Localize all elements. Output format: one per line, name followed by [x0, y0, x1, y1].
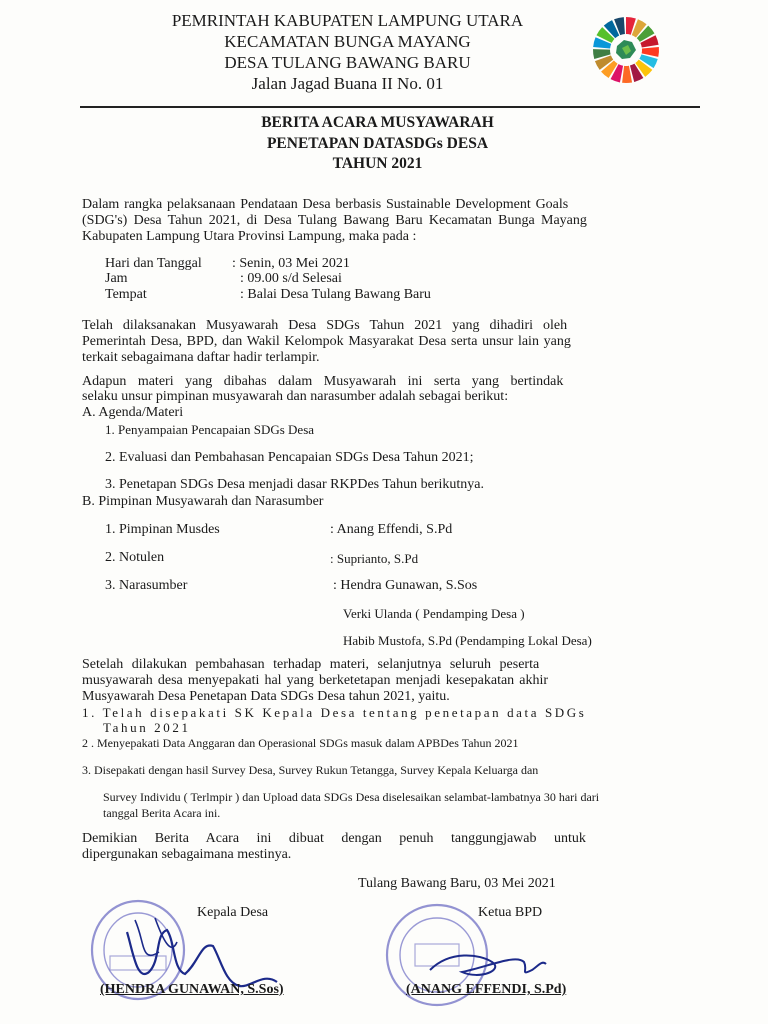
closing-line-1: Demikian Berita Acara ini dibuat dengan penuh tanggungjawab untuk — [82, 831, 586, 846]
para4-line-2: musyawarah desa menyepakati hal yang berketetapan menjadi kesepakatan akhir — [82, 673, 549, 688]
kop-line-1: PEMRINTAH KABUPATEN LAMPUNG UTARA — [171, 11, 524, 30]
agenda-item: 3. Penetapan SDGs Desa menjadi dasar RKPDes Tahun berikutnya. — [105, 477, 485, 492]
place-label: Tempat — [105, 287, 147, 302]
agenda-item: 1. Penyampaian Pencapaian SDGs Desa — [105, 422, 315, 437]
para2-line-1: Telah dilaksanakan Musyawarah Desa SDGs Tahun 2021 yang dihadiri oleh — [82, 318, 568, 333]
pimpinan-value: : Anang Effendi, S.Pd — [330, 522, 453, 537]
sign-left-name: (HENDRA GUNAWAN, S.Sos) — [100, 982, 284, 997]
sign-right-role: Ketua BPD — [478, 905, 543, 920]
intro-line-3: Kabupaten Lampung Utara Provinsi Lampung, maka pada : — [82, 229, 417, 244]
para2-line-3: terkait sebagaimana daftar hadir terlampir. — [82, 350, 320, 365]
intro-line-2: (SDG's) Desa Tahun 2021, di Desa Tulang Bawang Baru Kecamatan Bunga Mayang — [82, 213, 587, 228]
pimpinan-heading: B. Pimpinan Musyawarah dan Narasumber — [82, 494, 324, 509]
narasumber-label: 3. Narasumber — [105, 578, 188, 593]
decision-1: 1. Telah disepakati SK Kepala Desa tentang penetapan data SDGs — [82, 705, 587, 720]
kop-line-2: KECAMATAN BUNGA MAYANG — [224, 32, 471, 51]
sign-left-role: Kepala Desa — [197, 905, 269, 920]
title-line-3: TAHUN 2021 — [332, 155, 423, 172]
agenda-item: 2. Evaluasi dan Pembahasan Pencapaian SDGs Desa Tahun 2021; — [105, 450, 474, 465]
agenda-heading: A. Agenda/Materi — [82, 405, 184, 420]
day-value: : Senin, 03 Mei 2021 — [232, 256, 350, 271]
para4-line-3: Musyawarah Desa Penetapan Data SDGs Desa tahun 2021, yaitu. — [82, 689, 450, 704]
narasumber-value: Verki Ulanda ( Pendamping Desa ) — [343, 606, 525, 621]
time-value: : 09.00 s/d Selesai — [240, 271, 342, 286]
title-line-2: PENETAPAN DATASDGs DESA — [266, 135, 489, 152]
narasumber-value: Habib Mustofa, S.Pd (Pendamping Lokal Desa) — [343, 633, 592, 648]
letterhead-divider — [80, 106, 700, 108]
logo-segment — [622, 66, 632, 83]
closing-line-2: dipergunakan sebagaimana mestinya. — [82, 847, 292, 862]
place-value: : Balai Desa Tulang Bawang Baru — [240, 287, 431, 302]
notulen-label: 2. Notulen — [105, 550, 165, 565]
intro-line-1: Dalam rangka pelaksanaan Pendataan Desa berbasis Sustainable Development Goals — [82, 197, 569, 212]
decision-2: 2 . Menyepakati Data Anggaran dan Operasional SDGs masuk dalam APBDes Tahun 2021 — [82, 736, 519, 750]
pimpinan-label: 1. Pimpinan Musdes — [105, 522, 220, 537]
para3-line-1: Adapun materi yang dibahas dalam Musyawarah ini serta yang bertindak — [82, 374, 564, 389]
para4-line-1: Setelah dilakukan pembahasan terhadap materi, selanjutnya seluruh peserta — [82, 657, 540, 672]
para3-line-2: selaku unsur pimpinan musyawarah dan narasumber adalah sebagai berikut: — [82, 389, 509, 404]
decision-1-cont: Tahun 2021 — [103, 720, 191, 735]
decision-3-cont: tanggal Berita Acara ini. — [103, 806, 221, 820]
sign-right-name: (ANANG EFFENDI, S.Pd) — [406, 982, 567, 997]
kop-line-4: Jalan Jagad Buana II No. 01 — [251, 74, 444, 93]
notulen-value: : Suprianto, S.Pd — [330, 551, 419, 566]
kop-line-3: DESA TULANG BAWANG BARU — [224, 53, 471, 72]
sdgs-desa-logo-icon — [590, 14, 662, 86]
narasumber-value: : Hendra Gunawan, S.Sos — [333, 578, 478, 593]
day-label: Hari dan Tanggal — [105, 256, 202, 271]
decision-3-cont: Survey Individu ( Terlmpir ) dan Upload data SDGs Desa diselesaikan selambat-lambatnya 30 hari dari — [103, 790, 600, 804]
para2-line-2: Pemerintah Desa, BPD, dan Wakil Kelompok Masyarakat Desa serta unsur lain yang — [82, 334, 571, 349]
title-line-1: BERITA ACARA MUSYAWARAH — [261, 114, 494, 131]
decision-3: 3. Disepakati dengan hasil Survey Desa, Survey Rukun Tetangga, Survey Kepala Keluarga dan — [82, 763, 539, 777]
place-date: Tulang Bawang Baru, 03 Mei 2021 — [358, 876, 556, 891]
time-label: Jam — [105, 271, 128, 286]
